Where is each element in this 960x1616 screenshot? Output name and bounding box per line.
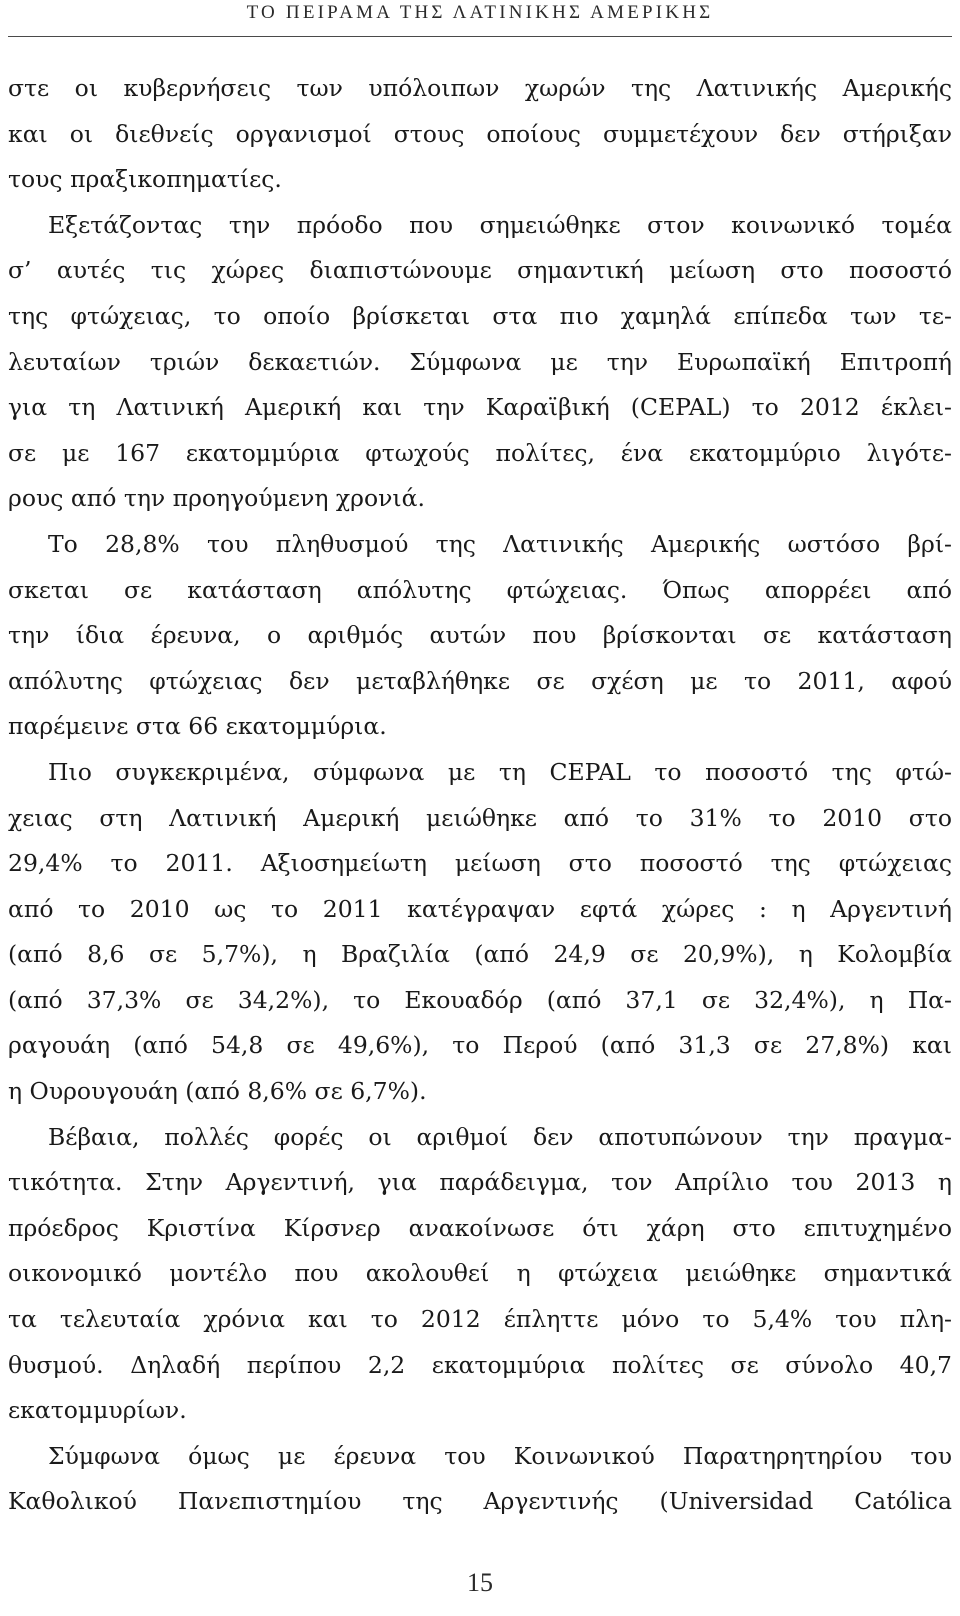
text-line: οικονομικό μοντέλο που ακολουθεί η φτώχεια μειώθηκε σημαντικά (8, 1259, 952, 1288)
text-line: ραγουάη (από 54,8 σε 49,6%), το Περού (από 31,3 σε 27,8%) και (8, 1031, 952, 1060)
text-line: Εξετάζοντας την πρόοδο που σημειώθηκε στον κοινωνικό τομέα (48, 210, 952, 239)
text-line: θυσμού. Δηλαδή περίπου 2,2 εκατομμύρια πολίτες σε σύνολο 40,7 (8, 1350, 952, 1379)
text-line: της φτώχειας, το οποίο βρίσκεται στα πιο χαμηλά επίπεδα των τε- (8, 301, 952, 330)
text-line: από το 2010 ως το 2011 κατέγραψαν εφτά χώρες : η Αργεντινή (8, 894, 952, 923)
text-line: σ’ αυτές τις χώρες διαπιστώνουμε σημαντική μείωση στο ποσοστό (8, 256, 952, 285)
text-line: (από 8,6 σε 5,7%), η Βραζιλία (από 24,9 σε 20,9%), η Κολομβία (8, 940, 952, 969)
text-line: απόλυτης φτώχειας δεν μεταβλήθηκε σε σχέση με το 2011, αφού (8, 666, 952, 695)
running-head: ΤΟ ΠΕΙΡΑΜΑ ΤΗΣ ΛΑΤΙΝΙΚΗΣ ΑΜΕΡΙΚΗΣ (246, 2, 714, 23)
text-line: Το 28,8% του πληθυσμού της Λατινικής Αμερικής ωστόσο βρί- (48, 529, 952, 558)
text-line: την ίδια έρευνα, ο αριθμός αυτών που βρίσκονται σε κατάσταση (8, 621, 952, 650)
text-line: Βέβαια, πολλές φορές οι αριθμοί δεν αποτυπώνουν την πραγμα- (48, 1122, 952, 1151)
text-line: εκατομμυρίων. (8, 1396, 187, 1425)
text-line: σκεται σε κατάσταση απόλυτης φτώχειας. Όπως απορρέει από (8, 575, 952, 604)
text-line: τα τελευταία χρόνια και το 2012 έπληττε μόνο το 5,4% του πλη- (8, 1305, 952, 1334)
page-number: 15 (467, 1568, 493, 1597)
text-line: σε με 167 εκατομμύρια φτωχούς πολίτες, ένα εκατομμύριο λιγότε- (8, 438, 952, 467)
text-line: 29,4% το 2011. Αξιοσημείωτη μείωση στο ποσοστό της φτώχειας (8, 849, 952, 878)
text-line: (από 37,3% σε 34,2%), το Εκουαδόρ (από 37,1 σε 32,4%), η Πα- (8, 985, 952, 1014)
text-line: τους πραξικοπηματίες. (8, 165, 282, 194)
text-line: στε οι κυβερνήσεις των υπόλοιπων χωρών της Λατινικής Αμερικής (8, 74, 952, 102)
text-line: η Ουρουγουάη (από 8,6% σε 6,7%). (8, 1077, 427, 1106)
text-line: Καθολικού Πανεπιστημίου της Αργεντινής (Universidad Católica (8, 1487, 952, 1516)
text-line: Πιο συγκεκριμένα, σύμφωνα με τη CEPAL το ποσοστό της φτώ- (48, 757, 952, 786)
text-line: τικότητα. Στην Αργεντινή, για παράδειγμα, τον Απρίλιο του 2013 η (8, 1168, 952, 1197)
text-line: χειας στη Λατινική Αμερική μειώθηκε από το 31% το 2010 στο (8, 803, 952, 832)
header-rule (8, 36, 952, 37)
text-line: παρέμεινε στα 66 εκατομμύρια. (8, 712, 387, 741)
text-line: ρους από την προηγούμενη χρονιά. (8, 484, 425, 513)
body-text (8, 66, 952, 1525)
text-line: και οι διεθνείς οργανισμοί στους οποίους συμμετέχουν δεν στήριξαν (8, 119, 952, 148)
text-line: Σύμφωνα όμως με έρευνα του Κοινωνικού Παρατηρητηρίου του (48, 1441, 952, 1470)
text-line: πρόεδρος Κριστίνα Κίρσνερ ανακοίνωσε ότι χάρη στο επιτυχημένο (8, 1213, 952, 1242)
text-line: για τη Λατινική Αμερική και την Καραϊβική (CEPAL) το 2012 έκλει- (8, 393, 952, 422)
text-line: λευταίων τριών δεκαετιών. Σύμφωνα με την Ευρωπαϊκή Επιτροπή (8, 347, 952, 376)
